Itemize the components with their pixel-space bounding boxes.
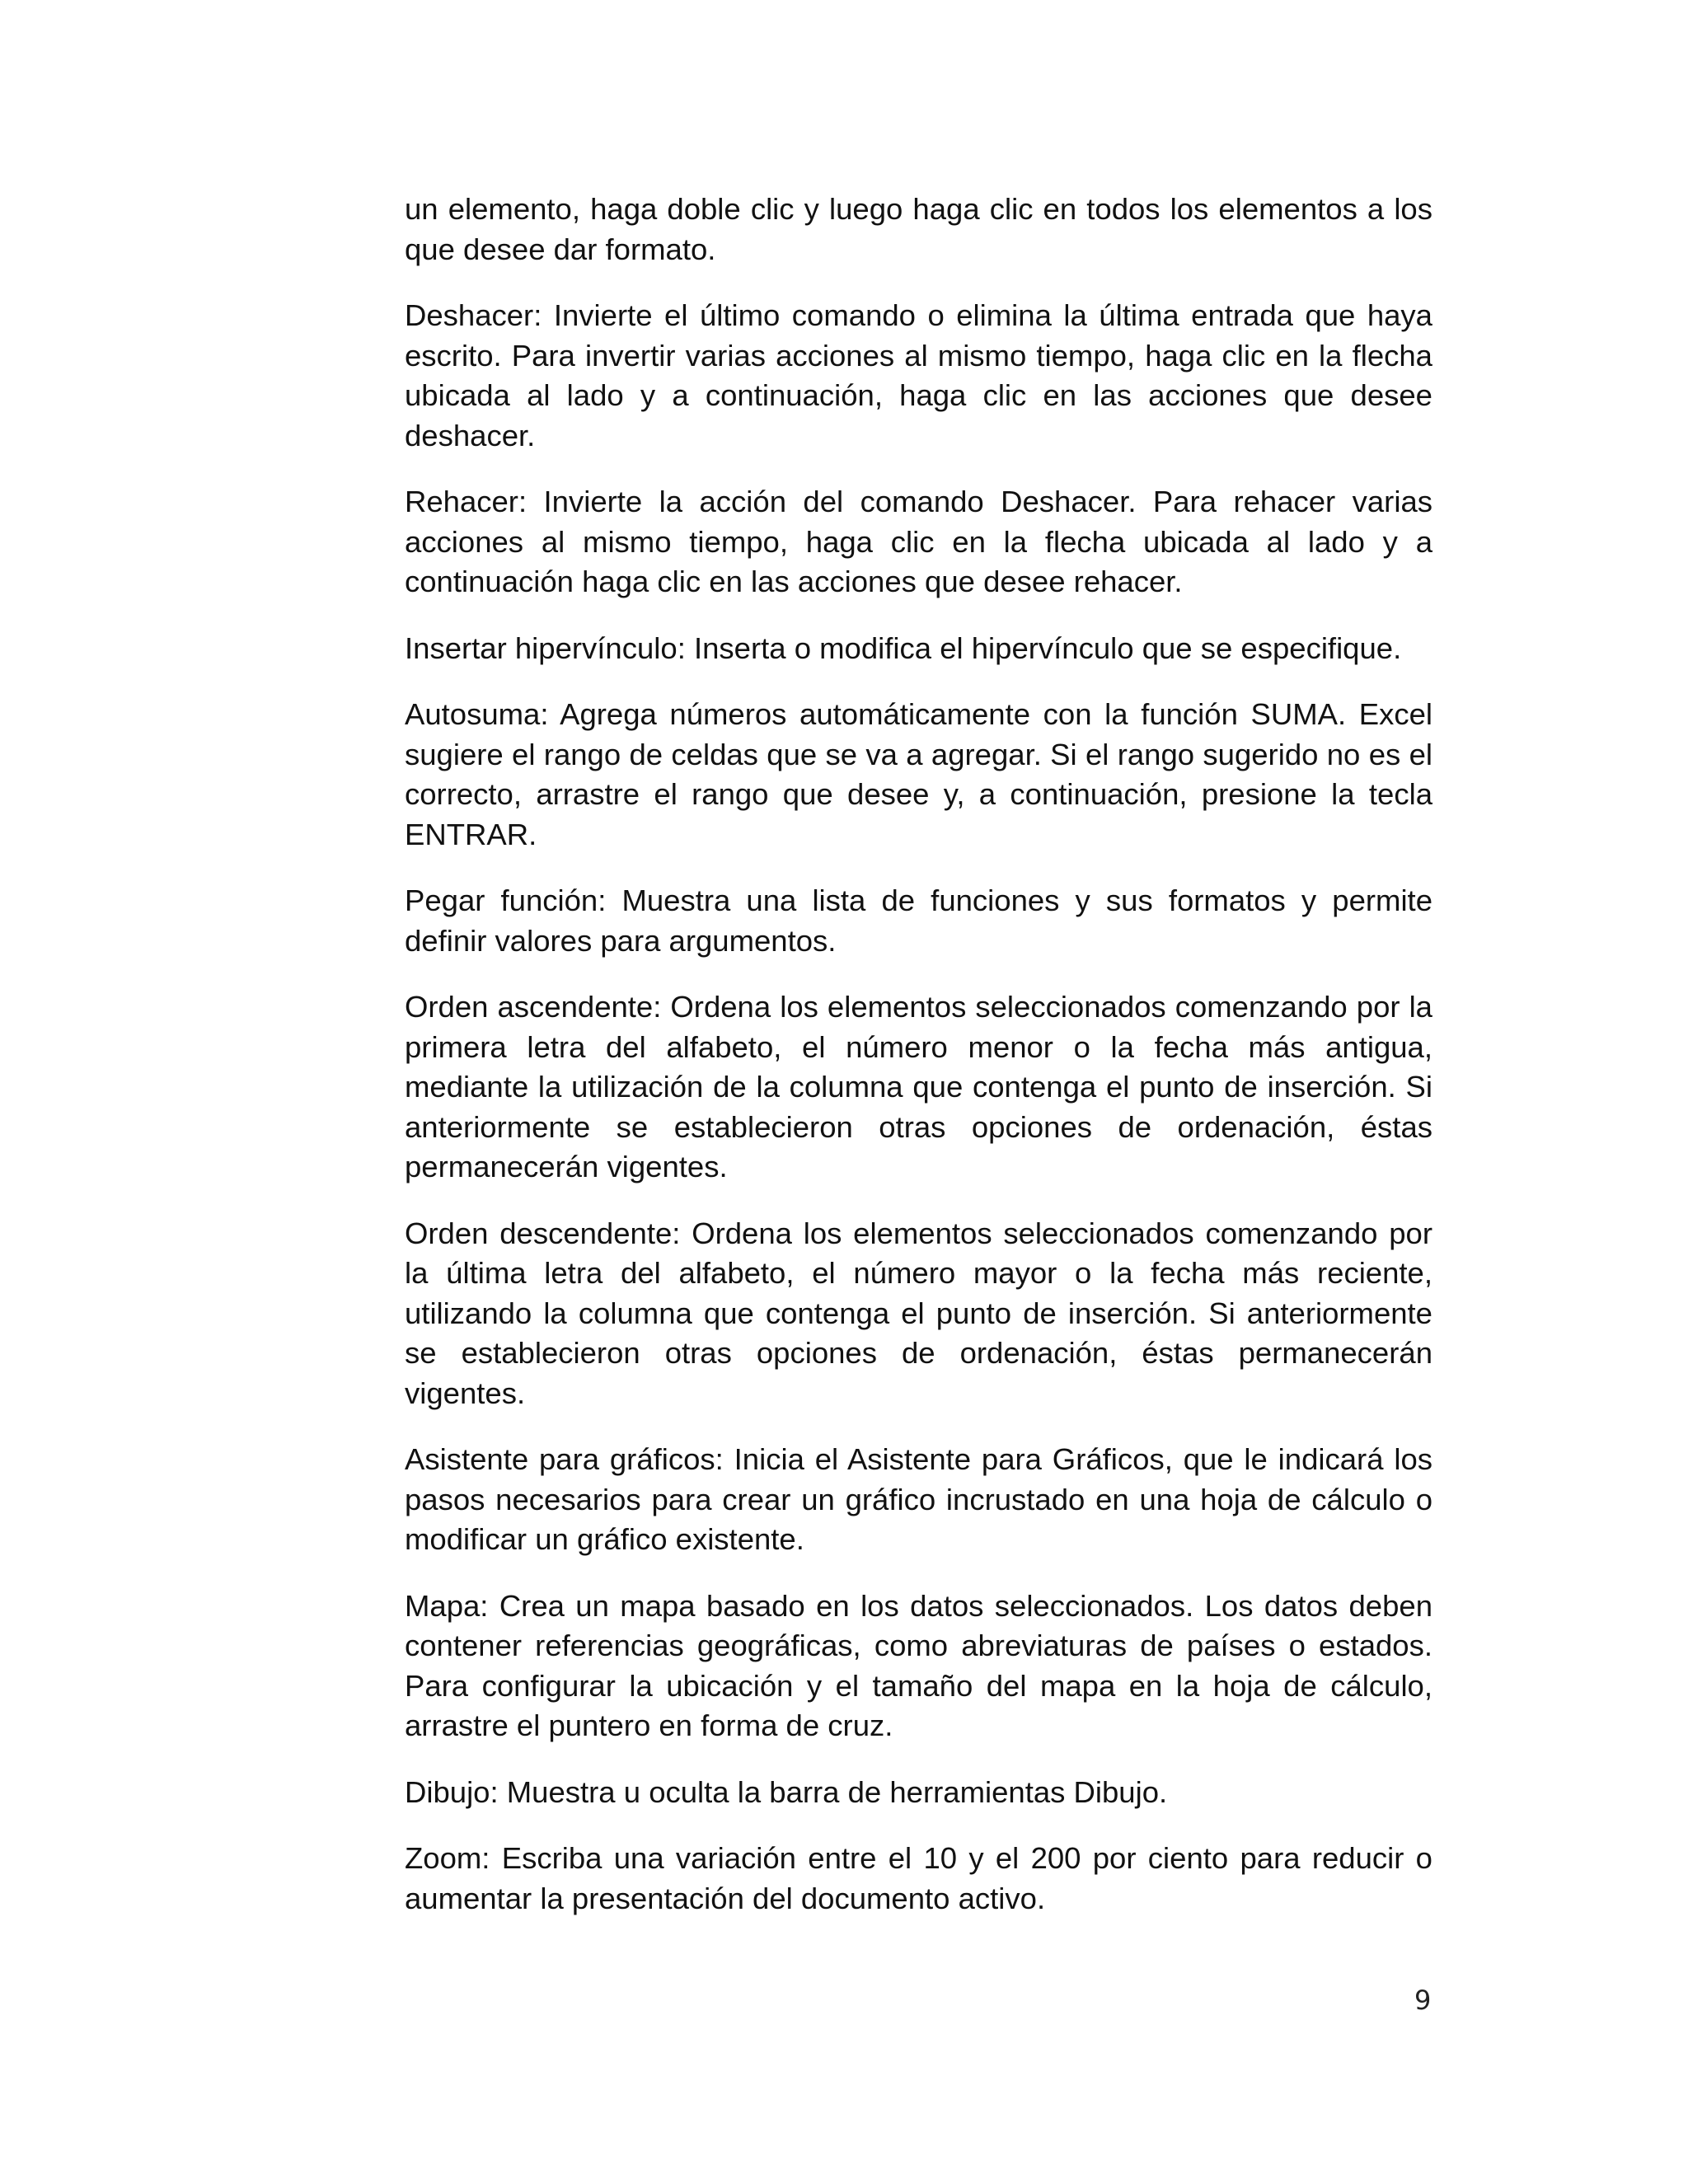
paragraph: Pegar función: Muestra una lista de funciones y sus formatos y permite definir valores para argumentos. xyxy=(405,883,1432,958)
paragraph: Orden descendente: Ordena los elementos seleccionados comenzando por la última letra del alfabeto, el número mayor o la fecha más reciente, utilizando la columna que contenga el punto de inserción. Si anteriormente se establecieron otras opciones de ordenación, éstas permanecerán vigentes. xyxy=(405,1216,1432,1410)
paragraph: Insertar hipervínculo: Inserta o modifica el hipervínculo que se especifique. xyxy=(405,630,1402,665)
paragraph: Rehacer: Invierte la acción del comando Deshacer. Para rehacer varias acciones al mismo tiempo, haga clic en la flecha ubicada al lado y a continuación haga clic en las acciones que desee rehacer. xyxy=(405,485,1432,598)
paragraph: un elemento, haga doble clic y luego haga clic en todos los elementos a los que desee dar formato. xyxy=(405,192,1432,266)
paragraph: Zoom: Escriba una variación entre el 10 y el 200 por ciento para reducir o aumentar la presentación del documento activo. xyxy=(405,1841,1432,1915)
paragraph: Autosuma: Agrega números automáticamente con la función SUMA. Excel sugiere el rango de celdas que se va a agregar. Si el rango sugerido no es el correcto, arrastre el rango que desee y, a continuación, presione la tecla ENTRAR. xyxy=(405,697,1432,851)
page-number: 9 xyxy=(1414,1985,1432,2016)
paragraph: Mapa: Crea un mapa basado en los datos seleccionados. Los datos deben contener referencias geográficas, como abreviaturas de países o estados. Para configurar la ubicación y el tamaño del mapa en la hoja de cálculo, arrastre el puntero en forma de cruz. xyxy=(405,1588,1432,1742)
paragraph: Dibujo: Muestra u oculta la barra de herramientas Dibujo. xyxy=(405,1774,1168,1809)
paragraph: Orden ascendente: Ordena los elementos seleccionados comenzando por la primera letra del alfabeto, el número menor o la fecha más antigua, mediante la utilización de la columna que contenga el punto de inserción. Si anteriormente se establecieron otras opciones de ordenación, éstas permanecerán vigentes. xyxy=(405,990,1432,1183)
paragraph: Deshacer: Invierte el último comando o elimina la última entrada que haya escrito. Para invertir varias acciones al mismo tiempo, haga clic en la flecha ubicada al lado y a continuación, haga clic en las acciones que desee deshacer. xyxy=(405,298,1432,452)
body-text xyxy=(405,190,1432,1945)
paragraph: Asistente para gráficos: Inicia el Asistente para Gráficos, que le indicará los pasos necesarios para crear un gráfico incrustado en una hoja de cálculo o modificar un gráfico existente. xyxy=(405,1442,1432,1556)
